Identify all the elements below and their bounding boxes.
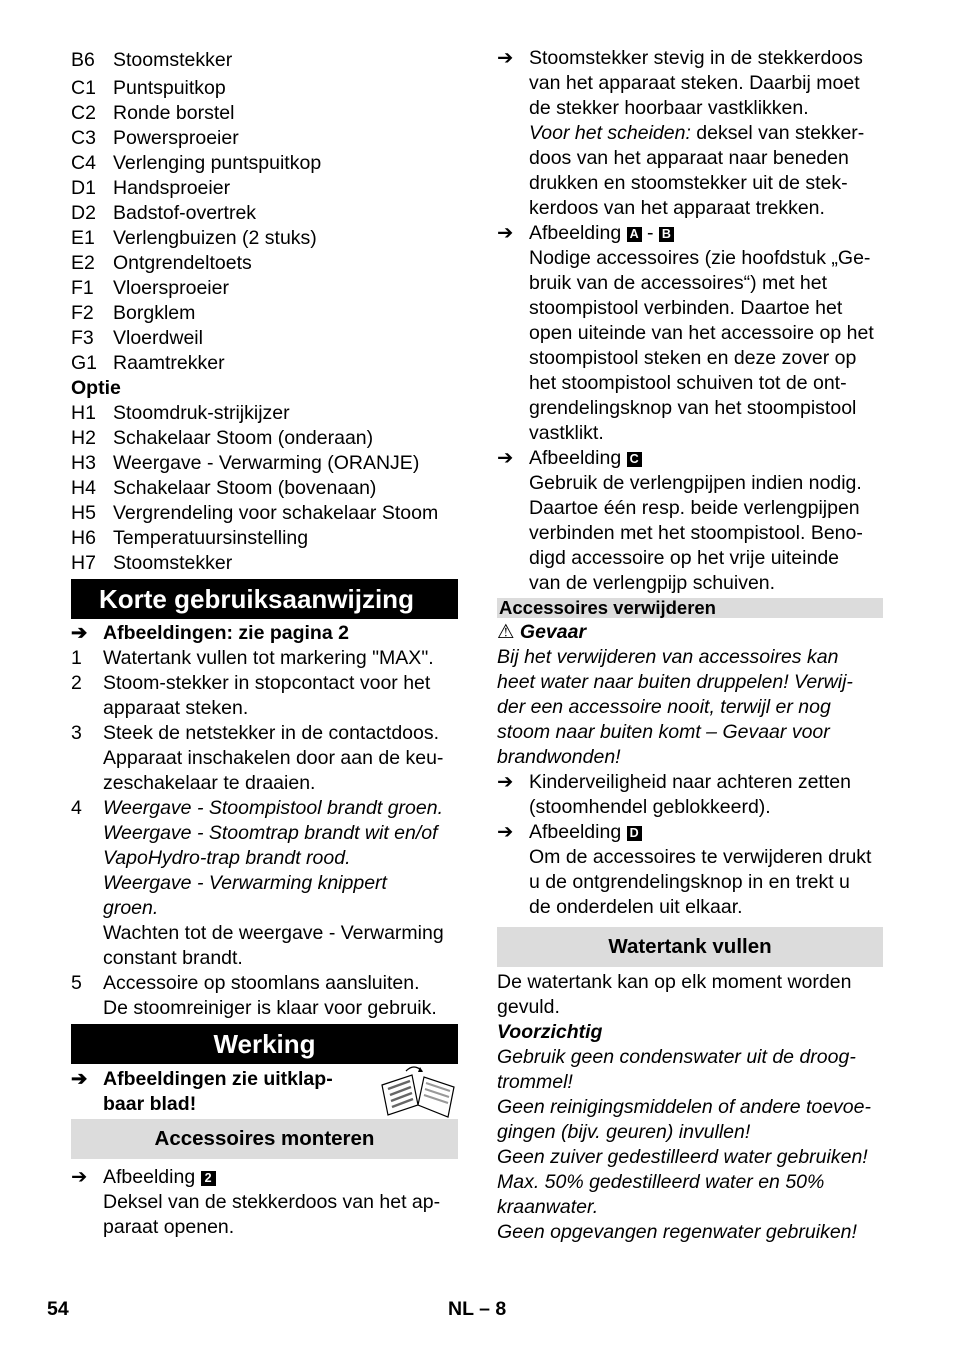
section-heading-fill-water-tank: Watertank vullen	[497, 927, 883, 967]
item-label: Raamtrekker	[113, 352, 225, 374]
note-line: baar blad!	[103, 1093, 197, 1115]
operation-figures-note	[71, 1067, 458, 1117]
open-book-icon	[378, 1065, 458, 1121]
text-line: der een accessoire nooit, terwijl er nog	[497, 696, 831, 718]
text-line	[529, 121, 883, 146]
item-label: Borgklem	[113, 302, 196, 324]
step-number: 5	[71, 972, 82, 994]
text-line: Stoomstekker stevig in de stekkerdoos	[529, 47, 863, 69]
item-label: Verlengbuizen (2 stuks)	[113, 227, 317, 249]
step-item	[71, 796, 458, 971]
list-item	[71, 401, 458, 426]
section-page: – 8	[479, 1298, 507, 1320]
text-line: gingen (bijv. geuren) invullen!	[497, 1121, 751, 1143]
step-number: 2	[71, 672, 82, 694]
text-line: Om de accessoires te verwijderen drukt	[529, 846, 872, 868]
figure-ab-text	[529, 221, 883, 446]
arrow-icon: ➔	[71, 1068, 88, 1090]
item-label: Stoomstekker	[113, 552, 233, 574]
item-label: Stoomstekker	[113, 49, 233, 71]
warning-triangle-icon: ⚠	[497, 621, 515, 643]
item-label: Verlenging puntspuitkop	[113, 152, 322, 174]
separate-text: deksel van stekker-	[690, 122, 865, 144]
item-code: C1	[71, 77, 96, 99]
arrow-icon: ➔	[497, 447, 514, 469]
figure-reference	[529, 446, 883, 471]
option-heading: Optie	[71, 377, 121, 399]
item-code: H3	[71, 452, 96, 474]
text-line: Max. 50% gedestilleerd water en 50%	[497, 1171, 825, 1193]
text-line: Gebruik geen condenswater uit de droog-	[497, 1046, 856, 1068]
left-column	[71, 46, 458, 1240]
arrow-icon: ➔	[71, 1166, 88, 1188]
step-line: VapoHydro-trap brandt rood.	[103, 847, 351, 869]
arrow-icon: ➔	[497, 47, 514, 69]
step-number: 3	[71, 722, 82, 744]
list-item	[71, 351, 458, 376]
text-line: De watertank kan op elk moment worden	[497, 971, 852, 993]
item-label: Stoomdruk-strijkijzer	[113, 402, 290, 424]
text-line: Geen reinigingsmiddelen of andere toevoe-	[497, 1096, 871, 1118]
list-item	[71, 451, 458, 476]
figures-note	[71, 621, 458, 646]
danger-label: Gevaar	[519, 621, 587, 643]
item-code: E1	[71, 227, 95, 249]
section-title-operation: Werking	[71, 1024, 458, 1064]
arrow-icon: ➔	[497, 222, 514, 244]
step-line: Weergave - Verwarming knippert	[103, 872, 387, 894]
item-label: Vloersproeier	[113, 277, 229, 299]
item-label: Handsproeier	[113, 177, 231, 199]
step-line: Weergave - Stoompistool brandt groen.	[103, 797, 443, 819]
page-number: 54	[47, 1298, 69, 1320]
text-line: (stoomhendel geblokkeerd).	[529, 796, 771, 818]
item-label: Schakelaar Stoom (bovenaan)	[113, 477, 377, 499]
item-code: H1	[71, 402, 96, 424]
step-text	[103, 671, 458, 721]
list-item	[71, 276, 458, 301]
figure-box-2: 2	[201, 1171, 216, 1186]
step-line: Weergave - Stoomtrap brandt wit en/of	[103, 822, 438, 844]
figure-box-d: D	[627, 826, 642, 841]
item-label: Ronde borstel	[113, 102, 235, 124]
item-code: F3	[71, 327, 94, 349]
step-line: De stoomreiniger is klaar voor gebruik.	[103, 997, 437, 1019]
text-line: bruik van de accessoires“) met het	[529, 272, 828, 294]
figure-c-text	[529, 446, 883, 596]
item-label: Schakelaar Stoom (onderaan)	[113, 427, 374, 449]
figure-2-text	[103, 1165, 458, 1240]
figure-d-instruction	[497, 820, 883, 920]
step-text	[103, 646, 458, 671]
quick-guide-steps	[71, 646, 458, 1021]
figure-c-instruction	[497, 446, 883, 596]
figure-box-c: C	[627, 452, 642, 467]
note-line: Afbeeldingen zie uitklap-	[103, 1068, 333, 1090]
list-item	[71, 301, 458, 326]
item-code: H2	[71, 427, 96, 449]
text-line: heet water naar buiten druppelen! Verwij-	[497, 671, 853, 693]
step-line: Apparaat inschakelen door aan de keu-	[103, 747, 444, 769]
text-line: de stekker hoorbaar vastklikken.	[529, 97, 809, 119]
item-code: H5	[71, 502, 96, 524]
tank-intro	[497, 970, 883, 1020]
figures-note-text: Afbeeldingen: zie pagina 2	[103, 622, 349, 644]
figure-reference	[103, 1165, 458, 1190]
step-item	[71, 646, 458, 671]
item-code: C2	[71, 102, 96, 124]
list-item	[71, 476, 458, 501]
text-line: kerdoos van het apparaat trekken.	[529, 197, 825, 219]
text-line: open uiteinde van het accessoire op het	[529, 322, 874, 344]
figure-box-a: A	[627, 227, 642, 242]
item-code: C4	[71, 152, 96, 174]
text-line: Daartoe één resp. beide verlengpijpen	[529, 497, 860, 519]
item-code: H7	[71, 552, 96, 574]
list-item	[71, 151, 458, 176]
text-line: van de verlengpijp schuiven.	[529, 572, 776, 594]
caution-label: Voorzichtig	[497, 1021, 603, 1043]
item-label: Weergave - Verwarming (ORANJE)	[113, 452, 420, 474]
item-label: Vloerdweil	[113, 327, 203, 349]
list-item	[71, 201, 458, 226]
item-code: D1	[71, 177, 96, 199]
step-text	[103, 796, 458, 971]
step-item	[71, 671, 458, 721]
list-item	[71, 501, 458, 526]
item-code: H4	[71, 477, 96, 499]
section-heading-remove-accessories: Accessoires verwijderen	[497, 598, 883, 618]
item-label: Ontgrendeltoets	[113, 252, 252, 274]
step-number: 1	[71, 647, 82, 669]
plug-instruction	[497, 46, 883, 221]
step-line: Accessoire op stoomlans aansluiten.	[103, 972, 420, 994]
item-label: Badstof-overtrek	[113, 202, 257, 224]
plug-instruction-text	[529, 46, 883, 221]
text-line: kraanwater.	[497, 1196, 599, 1218]
item-code: F2	[71, 302, 94, 324]
text-line: stoom naar buiten komt – Gevaar voor	[497, 721, 830, 743]
text-line: paraat openen.	[103, 1216, 235, 1238]
item-code: B6	[71, 49, 95, 71]
parts-list	[71, 48, 458, 376]
step-line: groen.	[103, 897, 159, 919]
step-line: Wachten tot de weergave - Verwarming	[103, 922, 444, 944]
step-text	[103, 971, 458, 1021]
step-line: constant brandt.	[103, 947, 243, 969]
step-item	[71, 721, 458, 796]
list-item	[71, 76, 458, 101]
caution-text	[497, 1045, 883, 1245]
figure-label: Afbeelding	[529, 447, 622, 469]
text-line: de onderdelen uit elkaar.	[529, 896, 743, 918]
figure-reference	[529, 221, 883, 246]
text-line: u de ontgrendelingsknop in en trekt u	[529, 871, 850, 893]
item-code: F1	[71, 277, 94, 299]
item-label: Powersproeier	[113, 127, 239, 149]
text-line: gevuld.	[497, 996, 560, 1018]
text-line: Bij het verwijderen van accessoires kan	[497, 646, 839, 668]
item-label: Temperatuursinstelling	[113, 527, 309, 549]
list-item	[71, 251, 458, 276]
text-line: drukken en stoomstekker uit de stek-	[529, 172, 848, 194]
step-line: zeschakelaar te draaien.	[103, 772, 316, 794]
footer-section	[448, 1298, 506, 1321]
figure-reference	[529, 820, 883, 845]
step-text	[103, 721, 458, 796]
figure-2-instruction	[71, 1165, 458, 1240]
item-code: G1	[71, 352, 98, 374]
text-line: Deksel van de stekkerdoos van het ap-	[103, 1191, 441, 1213]
item-code: H6	[71, 527, 96, 549]
arrow-icon: ➔	[497, 771, 514, 793]
text-line: Geen zuiver gedestilleerd water gebruiken!	[497, 1146, 868, 1168]
step-line: apparaat steken.	[103, 697, 249, 719]
danger-text	[497, 645, 883, 770]
text-line: brandwonden!	[497, 746, 621, 768]
step-item	[71, 971, 458, 1021]
text-line: Geen opgevangen regenwater gebruiken!	[497, 1221, 857, 1243]
text-line: Nodige accessoires (zie hoofdstuk „Ge-	[529, 247, 871, 269]
list-item	[71, 551, 458, 576]
figure-dash: -	[647, 222, 654, 244]
section-heading-mount-accessories: Accessoires monteren	[71, 1119, 458, 1159]
text-line: van het apparaat steken. Daarbij moet	[529, 72, 860, 94]
option-list	[71, 401, 458, 576]
text-line: trommel!	[497, 1071, 573, 1093]
list-item	[71, 48, 458, 73]
item-code: D2	[71, 202, 96, 224]
list-item	[71, 326, 458, 351]
step-line: Watertank vullen tot markering "MAX".	[103, 647, 434, 669]
list-item	[71, 176, 458, 201]
text-line: doos van het apparaat naar beneden	[529, 147, 849, 169]
text-line: Gebruik de verlengpijpen indien nodig.	[529, 472, 862, 494]
text-line: digd accessoire op het vrije uiteinde	[529, 547, 840, 569]
text-line: het stoompistool schuiven tot de ont-	[529, 372, 847, 394]
item-label: Puntspuitkop	[113, 77, 226, 99]
section-code: NL	[448, 1298, 474, 1320]
child-safety-text	[529, 770, 883, 820]
step-line: Steek de netstekker in de contactdoos.	[103, 722, 440, 744]
text-line: vastklikt.	[529, 422, 604, 444]
text-line: stoompistool steken en deze zover op	[529, 347, 857, 369]
figure-label: Afbeelding	[529, 222, 622, 244]
item-code: E2	[71, 252, 95, 274]
text-line: verbinden met het stoompistool. Beno-	[529, 522, 863, 544]
list-item	[71, 226, 458, 251]
section-title-quick-guide: Korte gebruiksaanwijzing	[71, 579, 458, 619]
text-line: Kinderveiligheid naar achteren zetten	[529, 771, 851, 793]
child-safety-instruction	[497, 770, 883, 820]
figure-box-b: B	[659, 227, 674, 242]
list-item	[71, 526, 458, 551]
separate-label: Voor het scheiden:	[529, 122, 691, 144]
list-item	[71, 101, 458, 126]
figure-ab-instruction	[497, 221, 883, 446]
step-number: 4	[71, 797, 82, 819]
figure-label: Afbeelding	[103, 1166, 196, 1188]
figure-label: Afbeelding	[529, 821, 622, 843]
text-line: grendelingsknop van het stoompistool	[529, 397, 857, 419]
step-line: Stoom-stekker in stopcontact voor het	[103, 672, 431, 694]
text-line: stoompistool verbinden. Daartoe het	[529, 297, 843, 319]
danger-heading	[497, 620, 883, 645]
list-item	[71, 426, 458, 451]
arrow-icon: ➔	[71, 622, 88, 644]
figure-d-text	[529, 820, 883, 920]
list-item	[71, 126, 458, 151]
item-code: C3	[71, 127, 96, 149]
item-label: Vergrendeling voor schakelaar Stoom	[113, 502, 439, 524]
right-column	[497, 46, 883, 1245]
arrow-icon: ➔	[497, 821, 514, 843]
